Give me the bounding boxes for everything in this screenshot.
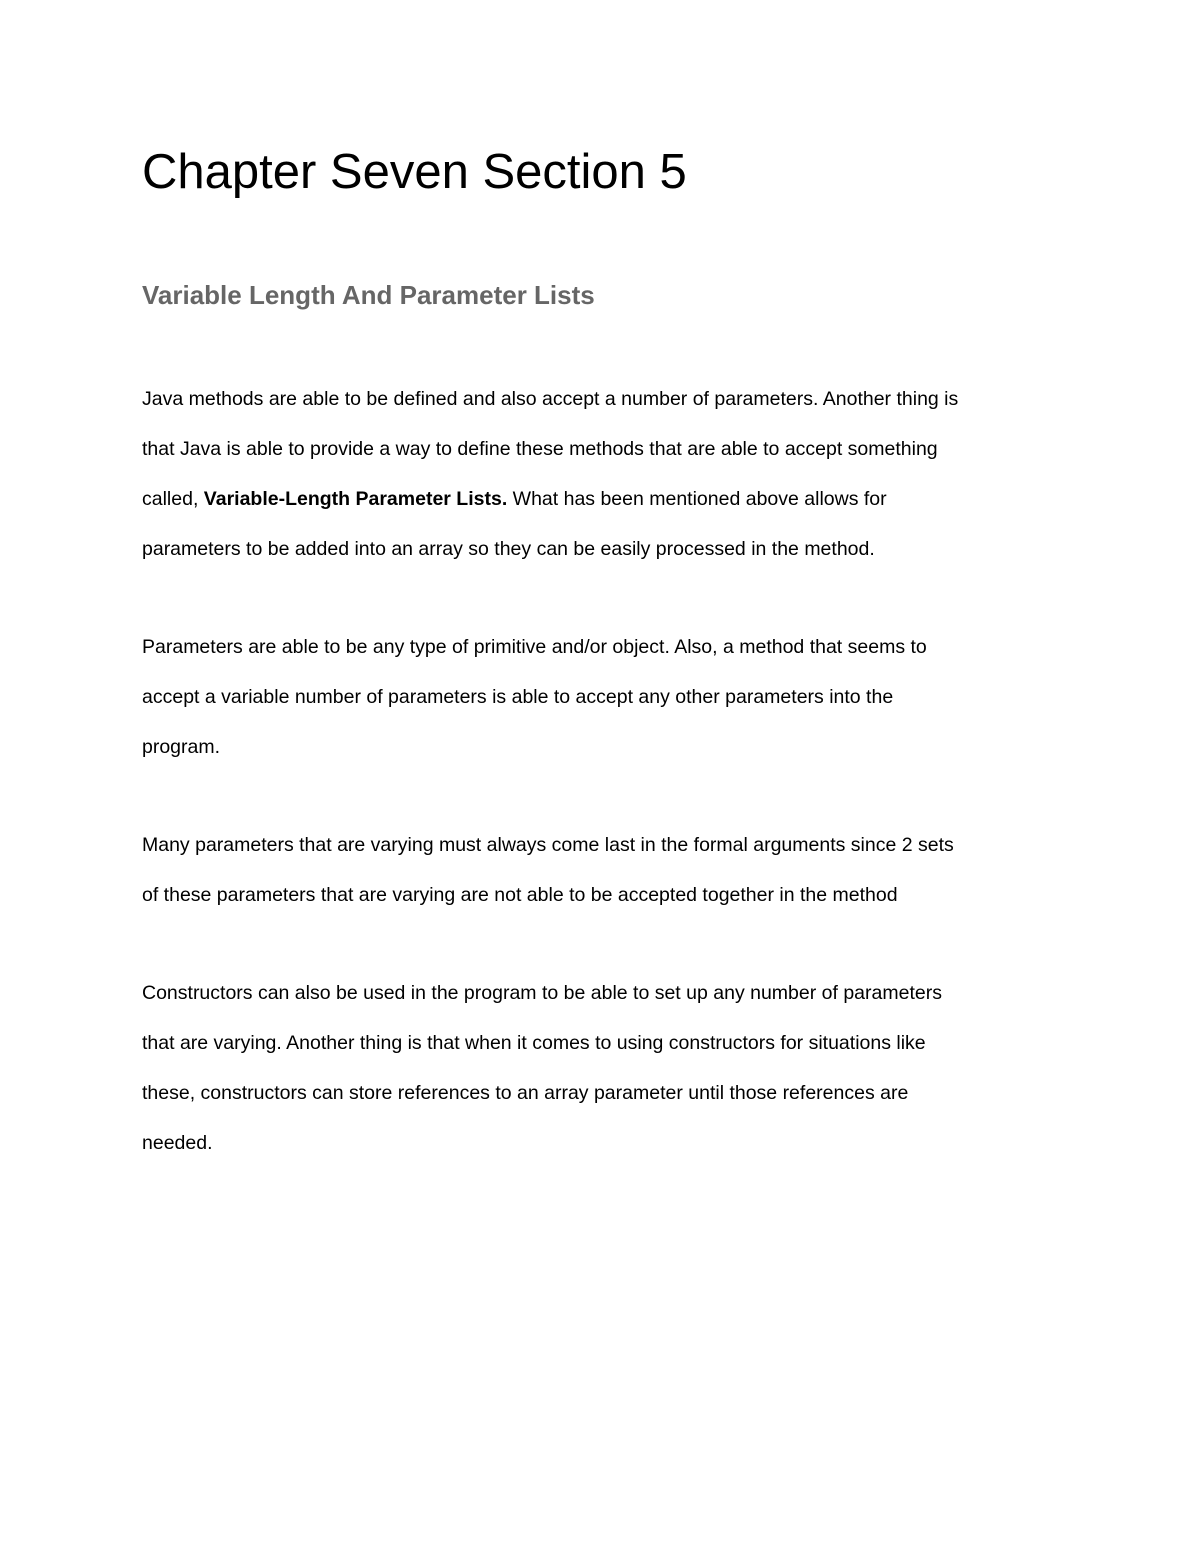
document-body	[142, 140, 1062, 1216]
text-line: that are varying. Another thing is that when it comes to using constructors for situations like	[142, 1032, 926, 1054]
text-line: Many parameters that are varying must always come last in the formal arguments since 2 sets	[142, 834, 954, 856]
text-line: parameters to be added into an array so they can be easily processed in the method.	[142, 538, 875, 560]
paragraph-3	[142, 820, 1062, 920]
text-line: accept a variable number of parameters is able to accept any other parameters into the	[142, 686, 894, 708]
paragraph-2	[142, 622, 1062, 772]
text-line: Java methods are able to be defined and also accept a number of parameters. Another thing is	[142, 388, 959, 410]
text-fragment: What has been mentioned above allows for	[507, 488, 887, 510]
text-fragment: called,	[142, 488, 204, 510]
text-line: Parameters are able to be any type of primitive and/or object. Also, a method that seems to	[142, 636, 927, 658]
text-line: that Java is able to provide a way to define these methods that are able to accept something	[142, 438, 938, 460]
text-line: these, constructors can store references to an array parameter until those references are	[142, 1082, 909, 1104]
text-line-with-term	[142, 474, 1062, 524]
paragraph-1	[142, 374, 1062, 574]
paragraph-4	[142, 968, 1062, 1168]
text-line: Constructors can also be used in the program to be able to set up any number of parameters	[142, 982, 942, 1004]
text-line: program.	[142, 736, 221, 758]
text-line: of these parameters that are varying are not able to be accepted together in the method	[142, 884, 898, 906]
text-line: needed.	[142, 1132, 213, 1154]
section-subtitle: Variable Length And Parameter Lists	[142, 280, 595, 310]
bold-term: Variable-Length Parameter Lists.	[203, 488, 508, 510]
page-title: Chapter Seven Section 5	[142, 145, 687, 199]
